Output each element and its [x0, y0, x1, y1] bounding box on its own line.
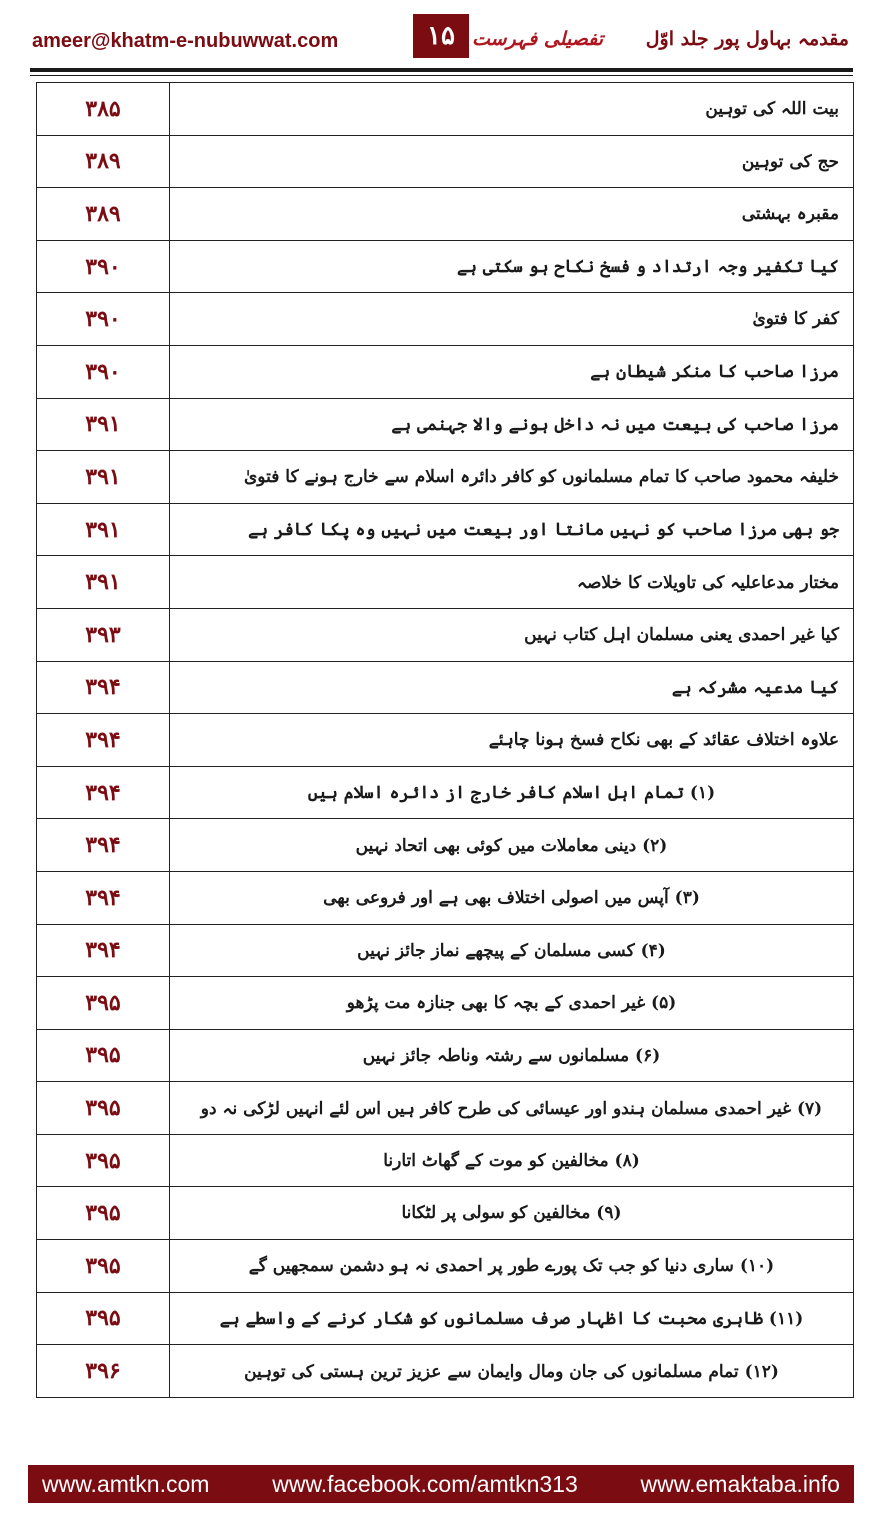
page-header [0, 0, 881, 70]
toc-entry-title: حج کی توہین [170, 135, 854, 188]
table-row[interactable] [37, 766, 854, 819]
toc-page-number: ۳۹۴ [37, 871, 170, 924]
table-row[interactable] [37, 819, 854, 872]
footer-link-amtkn[interactable]: www.amtkn.com [42, 1470, 210, 1497]
toc-entry-title: (۹) مخالفین کو سولی پر لٹکانا [170, 1187, 854, 1240]
page-number: ۱۵ [413, 14, 469, 58]
toc-page-number: ۳۹۱ [37, 503, 170, 556]
table-row[interactable] [37, 345, 854, 398]
toc-page-number: ۳۹۱ [37, 556, 170, 609]
toc-page-number: ۳۹۵ [37, 977, 170, 1030]
table-row[interactable] [37, 1187, 854, 1240]
toc-page-number: ۳۸۹ [37, 188, 170, 241]
table-row[interactable] [37, 398, 854, 451]
table-row[interactable] [37, 977, 854, 1030]
toc-entry-title: مرزا صاحب کی بیعت میں نہ داخل ہونے والا جہنمی ہے [170, 398, 854, 451]
toc-entry-title: (۷) غیر احمدی مسلمان ہندو اور عیسائی کی طرح کافر ہیں اس لئے انہیں لڑکی نہ دو [170, 1082, 854, 1135]
toc-entry-title: (۱۱) ظاہری محبت کا اظہار صرف مسلمانوں کو شکار کرنے کے واسطے ہے [170, 1292, 854, 1345]
toc-entry-title: (۶) مسلمانوں سے رشتہ وناطہ جائز نہیں [170, 1029, 854, 1082]
toc-page-number: ۳۹۵ [37, 1082, 170, 1135]
toc-entry-title: (۳) آپس میں اصولی اختلاف بھی ہے اور فروعی بھی [170, 871, 854, 924]
toc-entry-title: مختار مدعاعلیہ کی تاویلات کا خلاصہ [170, 556, 854, 609]
footer-link-emaktaba[interactable]: www.emaktaba.info [640, 1470, 840, 1497]
toc-page-number: ۳۹۴ [37, 819, 170, 872]
toc-page-number: ۳۹۰ [37, 293, 170, 346]
toc-page-number: ۳۹۳ [37, 608, 170, 661]
toc-page-number: ۳۹۵ [37, 1134, 170, 1187]
header-rule-thick [30, 68, 853, 72]
toc-entry-title: کیا مدعیہ مشرکہ ہے [170, 661, 854, 714]
toc-page-number: ۳۹۱ [37, 398, 170, 451]
table-row[interactable] [37, 1134, 854, 1187]
email-address[interactable]: ameer@khatm-e-nubuwwat.com [32, 30, 339, 52]
toc-page-number: ۳۹۵ [37, 1240, 170, 1293]
footer-bar [28, 1465, 854, 1503]
toc-page-number: ۳۹۴ [37, 661, 170, 714]
toc-page-number: ۳۹۵ [37, 1029, 170, 1082]
table-row[interactable] [37, 871, 854, 924]
toc-page-number: ۳۹۰ [37, 345, 170, 398]
toc-entry-title: (۱۰) ساری دنیا کو جب تک پورے طور پر احمدی نہ ہو دشمن سمجھیں گے [170, 1240, 854, 1293]
table-row[interactable] [37, 503, 854, 556]
toc-entry-title: جو بھی مرزا صاحب کو نہیں مانتا اور بیعت میں نہیں وہ پکا کافر ہے [170, 503, 854, 556]
toc-entry-title: مرزا صاحب کا منکر شیطان ہے [170, 345, 854, 398]
table-row[interactable] [37, 135, 854, 188]
toc-entry-title: کیا تکفیر وجہ ارتداد و فسخ نکاح ہو سکتی ہے [170, 240, 854, 293]
toc-page-number: ۳۹۴ [37, 924, 170, 977]
footer-link-facebook[interactable]: www.facebook.com/amtkn313 [272, 1470, 578, 1497]
table-row[interactable] [37, 451, 854, 504]
toc-page-number: ۳۹۴ [37, 766, 170, 819]
toc-entry-title: کفر کا فتویٰ [170, 293, 854, 346]
toc-page-number: ۳۹۶ [37, 1345, 170, 1398]
toc-entry-title: کیا غیر احمدی یعنی مسلمان اہل کتاب نہیں [170, 608, 854, 661]
table-row[interactable] [37, 661, 854, 714]
toc-page-number: ۳۸۵ [37, 83, 170, 136]
table-row[interactable] [37, 1292, 854, 1345]
section-title: تفصیلی فہرست [471, 28, 604, 50]
toc-entry-title: خلیفہ محمود صاحب کا تمام مسلمانوں کو کافر دائرہ اسلام سے خارج ہونے کا فتویٰ [170, 451, 854, 504]
table-row[interactable] [37, 240, 854, 293]
toc-page-number: ۳۹۰ [37, 240, 170, 293]
table-row[interactable] [37, 293, 854, 346]
table-row[interactable] [37, 714, 854, 767]
toc-page-number: ۳۹۴ [37, 714, 170, 767]
table-row[interactable] [37, 556, 854, 609]
book-title: مقدمہ بہاول پور جلد اوّل [645, 28, 849, 50]
toc-entry-title: مقبرہ بہشتی [170, 188, 854, 241]
table-row[interactable] [37, 1345, 854, 1398]
toc-entry-title: (۴) کسی مسلمان کے پیچھے نماز جائز نہیں [170, 924, 854, 977]
toc-entry-title: (۵) غیر احمدی کے بچہ کا بھی جنازہ مت پڑھو [170, 977, 854, 1030]
toc-page-number: ۳۹۵ [37, 1292, 170, 1345]
toc-entry-title: (۱) تمام اہل اسلام کافر خارج از دائرہ اسلام ہیں [170, 766, 854, 819]
table-row[interactable] [37, 83, 854, 136]
table-row[interactable] [37, 924, 854, 977]
header-rule-thin [30, 75, 853, 76]
toc-entry-title: بیت اللہ کی توہین [170, 83, 854, 136]
toc-entry-title: (۱۲) تمام مسلمانوں کی جان ومال وایمان سے عزیز ترین ہستی کی توہین [170, 1345, 854, 1398]
table-row[interactable] [37, 1240, 854, 1293]
running-title [472, 28, 849, 50]
toc-entry-title: (۲) دینی معاملات میں کوئی بھی اتحاد نہیں [170, 819, 854, 872]
table-row[interactable] [37, 1029, 854, 1082]
table-row[interactable] [37, 188, 854, 241]
table-row[interactable] [37, 1082, 854, 1135]
toc-page-number: ۳۹۵ [37, 1187, 170, 1240]
toc-page-number: ۳۸۹ [37, 135, 170, 188]
toc-entry-title: (۸) مخالفین کو موت کے گھاٹ اتارنا [170, 1134, 854, 1187]
toc-entry-title: علاوہ اختلاف عقائد کے بھی نکاح فسخ ہونا چاہئے [170, 714, 854, 767]
table-row[interactable] [37, 608, 854, 661]
table-of-contents [36, 82, 854, 1398]
toc-page-number: ۳۹۱ [37, 451, 170, 504]
